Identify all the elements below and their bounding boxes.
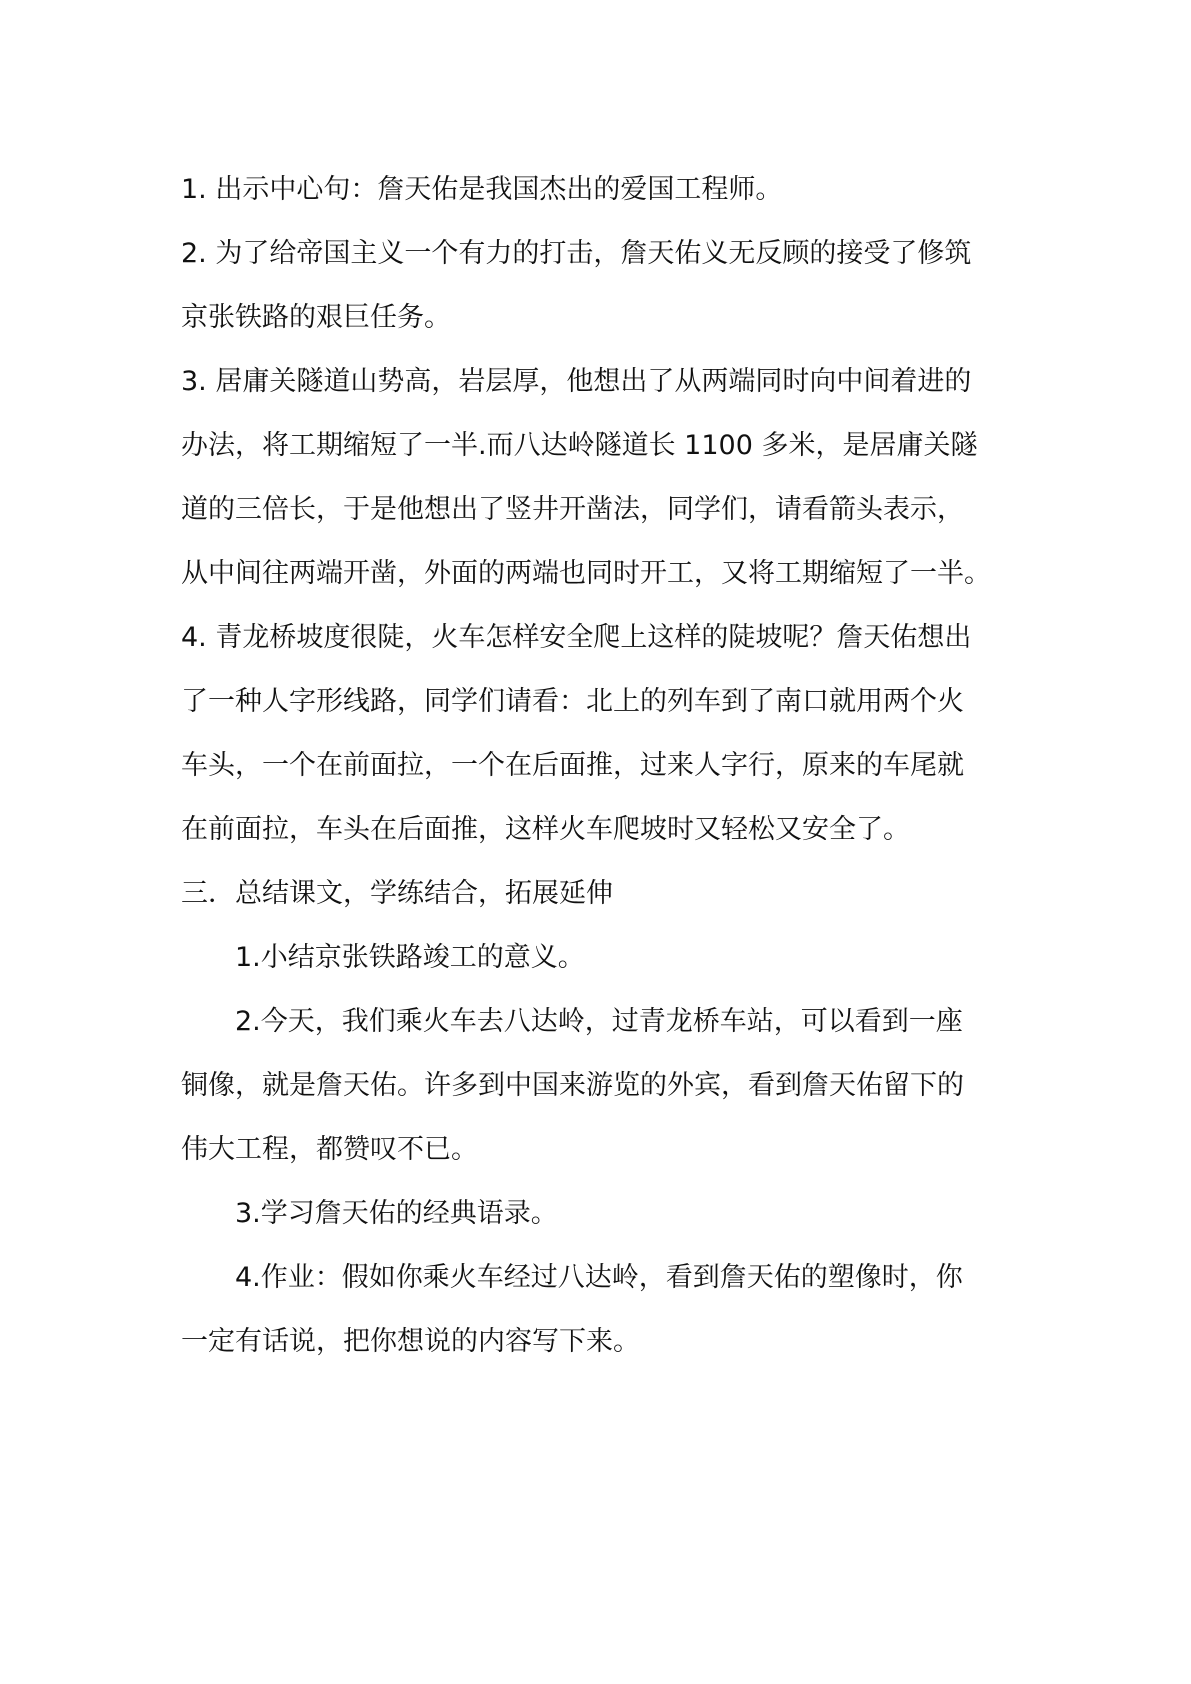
text-line: 在前面拉，车头在后面推，这样火车爬坡时又轻松又安全了。: [181, 814, 910, 845]
summary-item-2: [181, 990, 1011, 1182]
text-line: 4. 青龙桥坡度很陡，火车怎样安全爬上这样的陡坡呢？詹天佑想出: [181, 622, 972, 653]
text-line: 4.作业：假如你乘火车经过八达岭，看到詹天佑的塑像时，你: [235, 1262, 963, 1293]
summary-item-1: [181, 926, 1011, 990]
text-line: 京张铁路的艰巨任务。: [181, 302, 451, 333]
summary-item-4: [181, 1246, 1011, 1374]
text-line: 1.小结京张铁路竣工的意义。: [235, 942, 585, 973]
text-line: 伟大工程，都赞叹不已。: [181, 1134, 478, 1165]
text-line: 2.今天，我们乘火车去八达岭，过青龙桥车站，可以看到一座: [235, 1006, 963, 1037]
text-line: 3. 居庸关隧道山势高，岩层厚，他想出了从两端同时向中间着进的: [181, 366, 972, 397]
section-heading: [181, 862, 1011, 926]
paragraph-item-4: [181, 606, 1011, 862]
text-line: 办法，将工期缩短了一半.而八达岭隧道长 1100 多米，是居庸关隧: [181, 430, 978, 461]
text-line: 了一种人字形线路，同学们请看：北上的列车到了南口就用两个火: [181, 686, 964, 717]
text-line: 从中间往两端开凿，外面的两端也同时开工，又将工期缩短了一半。: [181, 558, 991, 589]
text-line: 1. 出示中心句：詹天佑是我国杰出的爱国工程师。: [181, 174, 783, 205]
paragraph-item-2: [181, 222, 1011, 350]
text-line: 3.学习詹天佑的经典语录。: [235, 1198, 558, 1229]
text-line: 一定有话说，把你想说的内容写下来。: [181, 1326, 640, 1357]
summary-item-3: [181, 1182, 1011, 1246]
paragraph-item-1: [181, 158, 1011, 222]
paragraph-item-3: [181, 350, 1011, 606]
text-line: 道的三倍长，于是他想出了竖井开凿法，同学们，请看箭头表示，: [181, 494, 964, 525]
text-line: 车头，一个在前面拉，一个在后面推，过来人字行，原来的车尾就: [181, 750, 964, 781]
document-body: [181, 158, 1011, 1374]
text-line: 铜像，就是詹天佑。许多到中国来游览的外宾，看到詹天佑留下的: [181, 1070, 964, 1101]
text-line: 三．总结课文，学练结合，拓展延伸: [181, 878, 613, 909]
text-line: 2. 为了给帝国主义一个有力的打击，詹天佑义无反顾的接受了修筑: [181, 238, 972, 269]
